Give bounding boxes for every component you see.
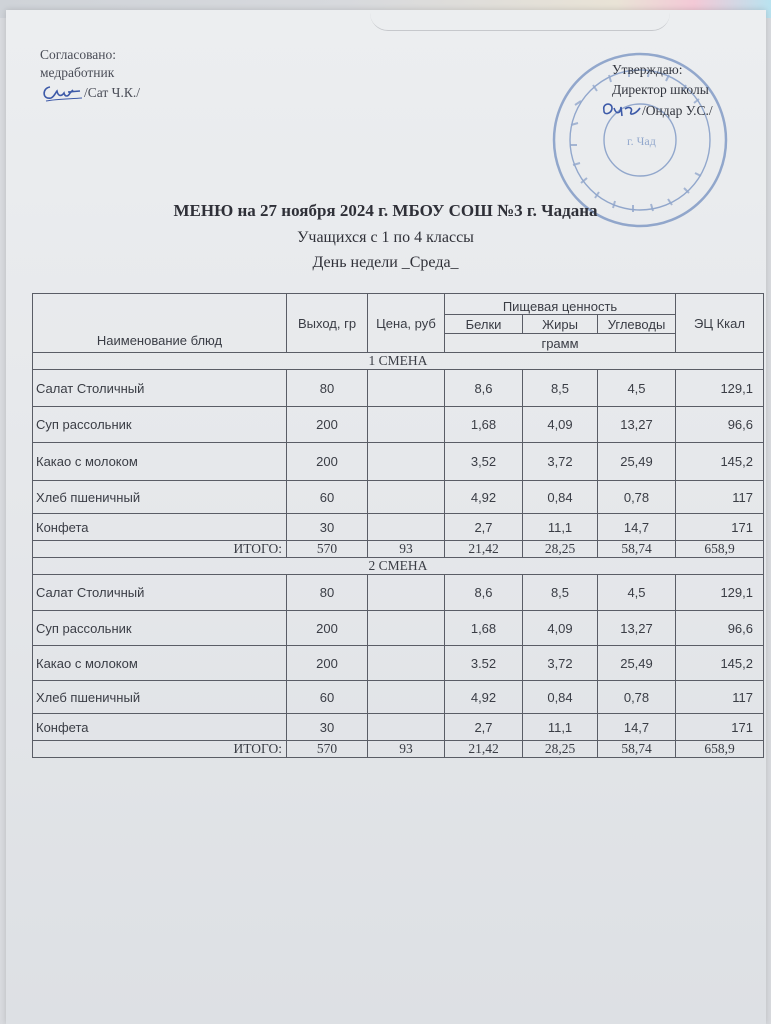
dish-output: 200 [287,611,368,646]
shift-header [33,558,764,575]
dish-price [368,646,445,681]
dish-kcal: 96,6 [676,407,764,443]
table-row [33,714,764,741]
total-carbs: 58,74 [598,541,676,558]
total-proteins: 21,42 [445,541,523,558]
approval-signature-text: /Сат Ч.К./ [84,85,140,100]
confirmation-role: Директор школы [612,82,709,97]
table-row [33,514,764,541]
dish-fats: 11,1 [523,514,598,541]
shift-header [33,353,764,370]
total-label: ИТОГО: [33,541,287,558]
handwritten-signature-icon [598,100,642,122]
approval-block [40,46,140,104]
dish-price [368,407,445,443]
table-row [33,407,764,443]
dish-proteins: 1,68 [445,407,523,443]
column-header-carbs: Углеводы [598,315,676,334]
table-row [33,681,764,714]
dish-carbs: 25,49 [598,646,676,681]
dish-fats: 4,09 [523,407,598,443]
page-title: МЕНЮ на 27 ноября 2024 г. МБОУ СОШ №3 г. Чадана [173,201,598,220]
total-kcal: 658,9 [676,741,764,758]
table-row [33,646,764,681]
handwritten-signature-icon [40,82,84,104]
dish-name: Конфета [33,514,287,541]
dish-fats: 0,84 [523,681,598,714]
dish-fats: 4,09 [523,611,598,646]
dish-price [368,575,445,611]
table-row [33,611,764,646]
approval-role: медработник [40,65,115,80]
svg-text:г. Чад: г. Чад [627,134,656,148]
dish-fats: 11,1 [523,714,598,741]
column-header-kcal: ЭЦ Ккал [676,294,764,353]
dish-proteins: 2,7 [445,514,523,541]
column-header-price: Цена, руб [368,294,445,353]
dish-name: Суп рассольник [33,611,287,646]
dish-price [368,370,445,407]
page-subtitle: Учащихся с 1 по 4 классы [297,229,474,246]
total-price: 93 [368,741,445,758]
dish-carbs: 14,7 [598,514,676,541]
dish-output: 200 [287,407,368,443]
dish-output: 30 [287,714,368,741]
dish-name: Хлеб пшеничный [33,481,287,514]
dish-proteins: 3,52 [445,443,523,481]
total-label: ИТОГО: [33,741,287,758]
dish-price [368,481,445,514]
column-header-proteins: Белки [445,315,523,334]
confirmation-label: Утверждаю: [612,62,683,77]
total-kcal: 658,9 [676,541,764,558]
column-header-output: Выход, гр [287,294,368,353]
total-price: 93 [368,541,445,558]
dish-name: Конфета [33,714,287,741]
dish-kcal: 129,1 [676,575,764,611]
dish-fats: 0,84 [523,481,598,514]
dish-kcal: 171 [676,714,764,741]
dish-proteins: 3.52 [445,646,523,681]
dish-output: 30 [287,514,368,541]
column-header-nutrition: Пищевая ценность [445,294,676,315]
column-header-fats: Жиры [523,315,598,334]
dish-fats: 8,5 [523,370,598,407]
shift2-body [33,575,764,741]
dish-kcal: 145,2 [676,443,764,481]
approval-label: Согласовано: [40,47,116,62]
table-row [33,443,764,481]
dish-carbs: 14,7 [598,714,676,741]
table-header-row [33,294,764,315]
dish-carbs: 13,27 [598,407,676,443]
shift-label: 1 СМЕНА [33,353,764,370]
dish-fats: 8,5 [523,575,598,611]
dish-fats: 3,72 [523,443,598,481]
dish-output: 60 [287,481,368,514]
confirmation-signature-text: /Ондар У.С./ [642,103,713,118]
dish-proteins: 4,92 [445,481,523,514]
table-row [33,370,764,407]
dish-carbs: 4,5 [598,575,676,611]
dish-kcal: 171 [676,514,764,541]
dish-name: Салат Столичный [33,575,287,611]
total-proteins: 21,42 [445,741,523,758]
dish-proteins: 4,92 [445,681,523,714]
dish-proteins: 8,6 [445,575,523,611]
shift1-body [33,370,764,541]
total-fats: 28,25 [523,741,598,758]
table-row [33,575,764,611]
dish-price [368,681,445,714]
shift-label: 2 СМЕНА [33,558,764,575]
dish-carbs: 13,27 [598,611,676,646]
dish-name: Какао с молоком [33,646,287,681]
dish-name: Салат Столичный [33,370,287,407]
total-row [33,541,764,558]
weekday-line: День недели _Среда_ [312,254,459,271]
total-output: 570 [287,741,368,758]
dish-price [368,443,445,481]
total-output: 570 [287,541,368,558]
confirmation-block [612,60,713,122]
dish-fats: 3,72 [523,646,598,681]
dish-output: 200 [287,646,368,681]
dish-name: Суп рассольник [33,407,287,443]
dish-carbs: 0,78 [598,481,676,514]
total-fats: 28,25 [523,541,598,558]
sheet-protector-edge [370,10,670,31]
dish-kcal: 96,6 [676,611,764,646]
dish-output: 200 [287,443,368,481]
dish-name: Хлеб пшеничный [33,681,287,714]
dish-price [368,611,445,646]
dish-kcal: 117 [676,481,764,514]
dish-carbs: 0,78 [598,681,676,714]
total-carbs: 58,74 [598,741,676,758]
dish-kcal: 145,2 [676,646,764,681]
dish-output: 60 [287,681,368,714]
dish-carbs: 25,49 [598,443,676,481]
dish-kcal: 117 [676,681,764,714]
dish-price [368,714,445,741]
dish-output: 80 [287,575,368,611]
dish-proteins: 8,6 [445,370,523,407]
dish-kcal: 129,1 [676,370,764,407]
total-row [33,741,764,758]
approval-signature-line [40,82,140,104]
dish-proteins: 2,7 [445,714,523,741]
dish-output: 80 [287,370,368,407]
column-header-unit: грамм [445,334,676,353]
menu-table [32,293,764,758]
table-row [33,481,764,514]
dish-proteins: 1,68 [445,611,523,646]
dish-carbs: 4,5 [598,370,676,407]
confirmation-signature-line [612,100,713,122]
column-header-dish: Наименование блюд [33,294,287,353]
dish-price [368,514,445,541]
dish-name: Какао с молоком [33,443,287,481]
